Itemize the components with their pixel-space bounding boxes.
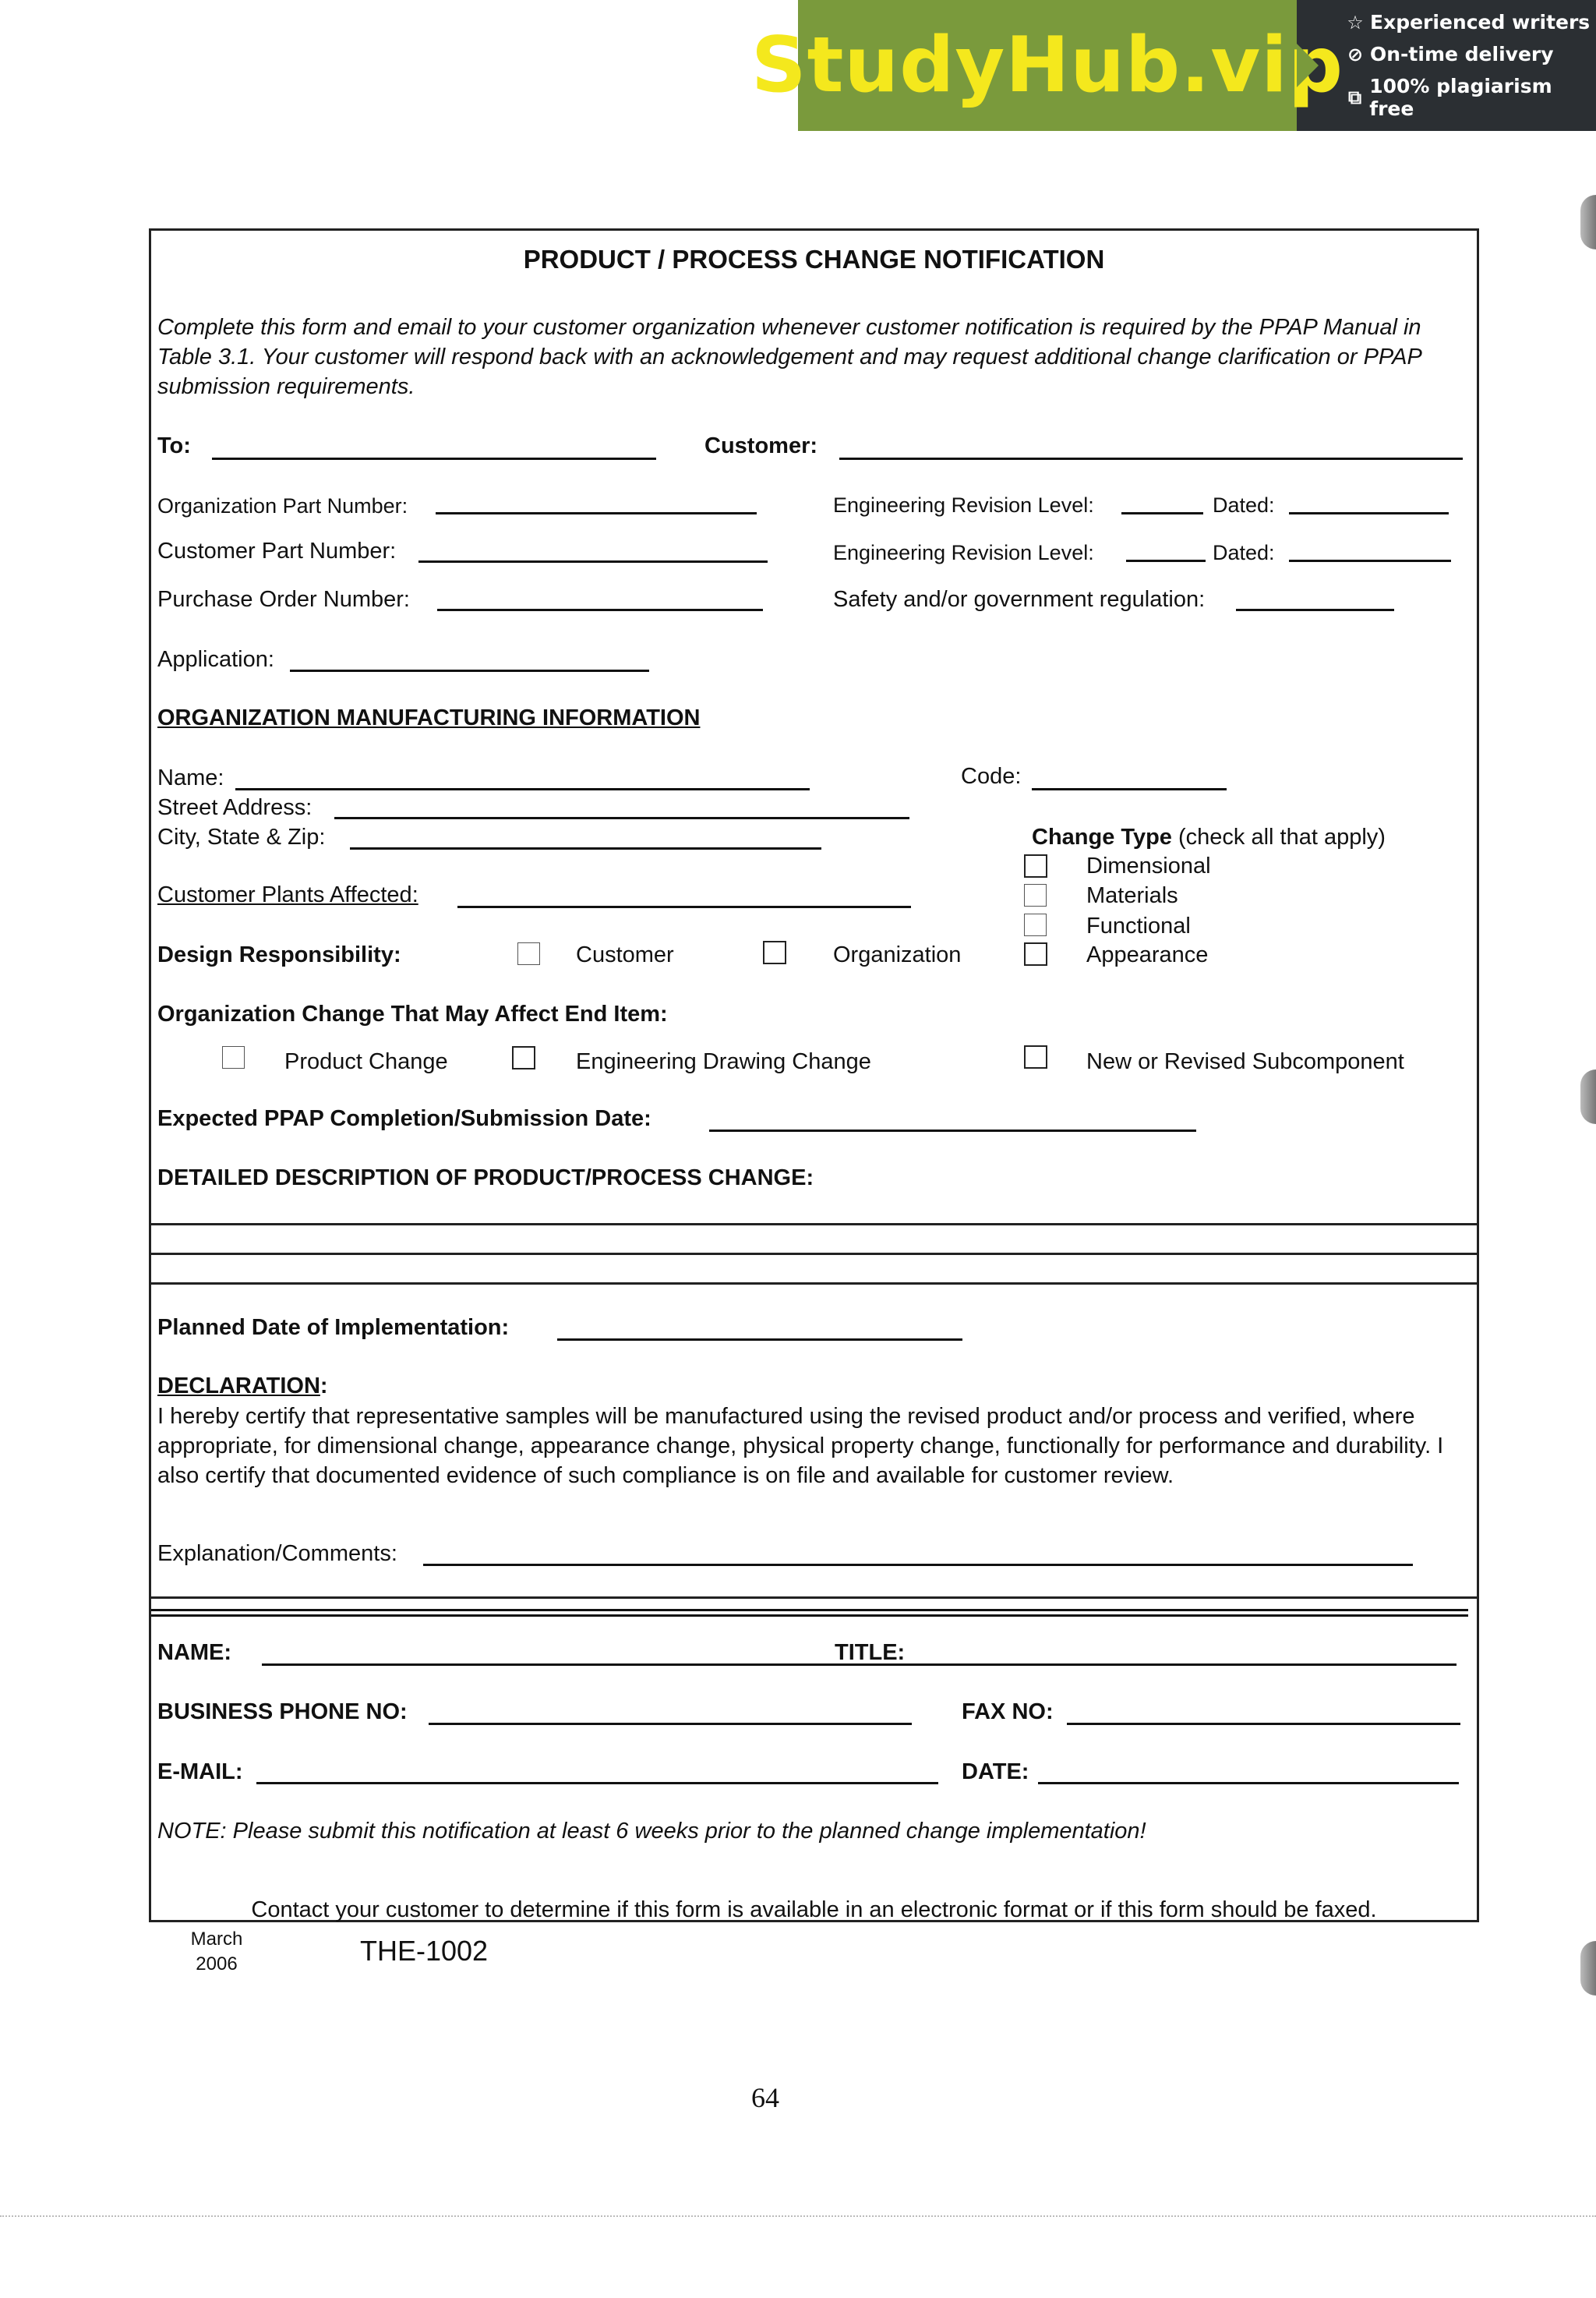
eng-rev-label-1: Engineering Revision Level: — [833, 493, 1094, 517]
code-label: Code: — [961, 764, 1022, 789]
dated-field-2[interactable] — [1289, 560, 1451, 562]
punch-hole-2 — [1580, 1069, 1596, 1124]
po-field[interactable] — [437, 609, 763, 611]
fax-label: FAX NO: — [962, 1699, 1054, 1724]
phone-field[interactable] — [429, 1723, 912, 1725]
brand-logo[interactable] — [751, 0, 1344, 131]
change-type-heading — [1032, 826, 1386, 849]
customer-label: Customer: — [704, 433, 818, 458]
application-label: Application: — [157, 647, 274, 672]
date-field[interactable] — [1038, 1782, 1459, 1784]
eng-drawing-change-label: Engineering Drawing Change — [576, 1049, 871, 1074]
design-responsibility-label: Design Responsibility: — [157, 942, 401, 967]
plants-affected-field[interactable] — [457, 906, 911, 908]
subcomponent-label: New or Revised Subcomponent — [1086, 1049, 1404, 1074]
po-label: Purchase Order Number: — [157, 587, 410, 612]
dimensional-checkbox[interactable] — [1024, 854, 1047, 878]
customer-part-label: Customer Part Number: — [157, 539, 397, 564]
studyhub-banner[interactable] — [751, 0, 1596, 131]
punch-hole-1 — [1580, 195, 1596, 249]
street-field[interactable] — [334, 817, 909, 819]
declaration-text: I hereby certify that representative samples will be manufactured using the revised product and/or process and verified, where appropriate, for dimensional change, appearance change, physical property change, functionally for performance and durability. I also certify that documented evidence of such compliance is on file and available for customer review. — [157, 1404, 1444, 1488]
feature-experienced-writers — [1345, 11, 1596, 34]
explanation-label: Explanation/Comments: — [157, 1541, 397, 1566]
contact-name-label: NAME: — [157, 1640, 232, 1665]
customer-part-field[interactable] — [418, 560, 768, 563]
subcomponent-checkbox[interactable] — [1024, 1045, 1047, 1069]
form-title: PRODUCT / PROCESS CHANGE NOTIFICATION — [523, 245, 1105, 274]
appearance-checkbox[interactable] — [1024, 942, 1047, 966]
to-field[interactable] — [212, 458, 656, 460]
plants-affected-label: Customer Plants Affected: — [157, 882, 418, 907]
signature-separator-top — [151, 1596, 1477, 1599]
application-field[interactable] — [290, 670, 649, 672]
change-notification-form — [149, 228, 1479, 1922]
feature-label: Experienced writers — [1370, 11, 1591, 34]
date-label: DATE: — [962, 1759, 1029, 1784]
dimensional-label: Dimensional — [1086, 854, 1211, 879]
city-field[interactable] — [350, 847, 821, 850]
appearance-label: Appearance — [1086, 942, 1209, 967]
planned-date-field[interactable] — [557, 1338, 962, 1341]
design-resp-organization-label: Organization — [833, 942, 962, 967]
scan-edge — [0, 2215, 1596, 2217]
punch-hole-3 — [1580, 1941, 1596, 1996]
contact-customer-note: Contact your customer to determine if this form is available in an electronic format or if this form should be faxed. — [251, 1897, 1377, 1922]
eng-rev-field-1[interactable] — [1121, 512, 1203, 514]
design-resp-customer-label: Customer — [576, 942, 674, 967]
materials-checkbox[interactable] — [1024, 884, 1047, 907]
form-code: THE-1002 — [360, 1935, 489, 1967]
functional-checkbox[interactable] — [1024, 914, 1047, 936]
description-label: DETAILED DESCRIPTION OF PRODUCT/PROCESS CHANGE: — [157, 1165, 814, 1190]
description-line-3[interactable] — [151, 1282, 1477, 1285]
customer-field[interactable] — [839, 458, 1463, 460]
page-number: 64 — [751, 2082, 779, 2113]
contact-title-label: TITLE: — [835, 1640, 906, 1665]
ppap-date-field[interactable] — [709, 1130, 1196, 1132]
clock-icon: ⊘ — [1347, 43, 1364, 65]
eng-rev-label-2: Engineering Revision Level: — [833, 541, 1094, 564]
dated-label-2: Dated: — [1213, 541, 1275, 564]
materials-label: Materials — [1086, 883, 1178, 908]
brand-name: StudyHub.vip — [751, 21, 1344, 110]
ppap-date-label: Expected PPAP Completion/Submission Date: — [157, 1106, 651, 1131]
eng-drawing-change-checkbox[interactable] — [512, 1046, 535, 1069]
description-line-1[interactable] — [151, 1223, 1477, 1225]
org-name-field[interactable] — [235, 788, 810, 790]
dated-field-1[interactable] — [1289, 512, 1449, 514]
design-resp-organization-checkbox[interactable] — [763, 941, 786, 964]
signature-separator-mid — [151, 1609, 1468, 1611]
code-field[interactable] — [1032, 788, 1227, 790]
safety-field[interactable] — [1236, 609, 1394, 611]
copy-check-icon: ⧉ — [1348, 87, 1362, 108]
dated-label-1: Dated: — [1213, 493, 1275, 517]
fax-field[interactable] — [1067, 1723, 1460, 1725]
form-intro: Complete this form and email to your customer organization whenever customer notification is required by the PPAP Manual in Table 3.1. Your customer will respond back with an acknowledgement and may request additional change clarification or PPAP submission requirements. — [157, 315, 1421, 399]
org-part-field[interactable] — [436, 512, 757, 514]
city-label: City, State & Zip: — [157, 825, 326, 850]
email-label: E-MAIL: — [157, 1759, 243, 1784]
mfg-info-heading: ORGANIZATION MANUFACTURING INFORMATION — [157, 705, 701, 730]
product-change-checkbox[interactable] — [222, 1046, 245, 1069]
declaration-title: DECLARATION — [157, 1373, 320, 1398]
safety-label: Safety and/or government regulation: — [833, 587, 1206, 612]
explanation-field[interactable] — [423, 1564, 1413, 1566]
description-line-2[interactable] — [151, 1253, 1477, 1255]
product-change-label: Product Change — [284, 1049, 448, 1074]
org-part-label: Organization Part Number: — [157, 494, 408, 518]
change-type-note: (check all that apply) — [1178, 825, 1386, 850]
change-type-title: Change Type — [1032, 825, 1172, 850]
phone-label: BUSINESS PHONE NO: — [157, 1699, 408, 1724]
email-field[interactable] — [256, 1782, 938, 1784]
feature-on-time-delivery — [1345, 43, 1596, 65]
design-resp-customer-checkbox[interactable] — [517, 942, 540, 965]
revision-year: 2006 — [196, 1953, 238, 1975]
revision-month: March — [190, 1929, 243, 1950]
contact-title-field[interactable] — [919, 1663, 1457, 1666]
functional-label: Functional — [1086, 914, 1191, 939]
form-revision-date — [189, 1927, 244, 1977]
submission-note: NOTE: Please submit this notification at least 6 weeks prior to the planned change implementation! — [157, 1819, 1146, 1844]
declaration-heading — [157, 1375, 328, 1398]
to-label: To: — [157, 433, 191, 458]
feature-label: On-time delivery — [1370, 43, 1554, 65]
star-icon: ☆ — [1347, 11, 1364, 34]
feature-plagiarism-free — [1345, 75, 1596, 120]
eng-rev-field-2[interactable] — [1126, 560, 1206, 562]
planned-date-label: Planned Date of Implementation: — [157, 1315, 510, 1340]
street-label: Street Address: — [157, 795, 312, 820]
org-name-label: Name: — [157, 765, 224, 790]
declaration-colon: : — [320, 1373, 328, 1398]
org-change-label: Organization Change That May Affect End Item: — [157, 1002, 668, 1027]
signature-separator-bottom — [151, 1614, 1468, 1617]
feature-label: 100% plagiarism free — [1369, 75, 1552, 120]
